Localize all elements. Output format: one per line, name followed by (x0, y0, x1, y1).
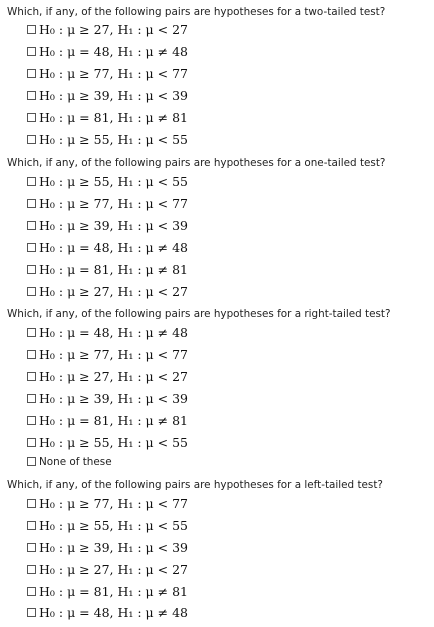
question-prompt: Which, if any, of the following pairs are hypotheses for a two-tailed test? (7, 6, 386, 18)
option-checkbox-item[interactable] (27, 583, 188, 600)
option-checkbox-item[interactable] (27, 43, 188, 60)
option-label: H₀ : μ ≥ 39, H₁ : μ < 39 (39, 88, 188, 103)
checkbox-icon[interactable] (27, 543, 36, 552)
option-label: H₀ : μ = 48, H₁ : μ ≠ 48 (39, 325, 188, 340)
checkbox-icon[interactable] (27, 394, 36, 403)
checkbox-icon[interactable] (27, 521, 36, 530)
checkbox-icon[interactable] (27, 438, 36, 447)
question-prompt: Which, if any, of the following pairs are hypotheses for a one-tailed test? (7, 157, 386, 169)
option-checkbox-item[interactable] (27, 21, 188, 38)
option-label: H₀ : μ = 48, H₁ : μ ≠ 48 (39, 605, 188, 620)
question-prompt: Which, if any, of the following pairs are hypotheses for a left-tailed test? (7, 479, 383, 491)
option-checkbox-item[interactable] (27, 217, 188, 234)
option-checkbox-item[interactable] (27, 65, 188, 82)
checkbox-icon[interactable] (27, 457, 36, 466)
option-label: H₀ : μ ≥ 77, H₁ : μ < 77 (39, 347, 188, 362)
option-checkbox-item[interactable] (27, 346, 188, 363)
option-label: H₀ : μ ≥ 77, H₁ : μ < 77 (39, 196, 188, 211)
checkbox-icon[interactable] (27, 177, 36, 186)
option-label: H₀ : μ ≥ 27, H₁ : μ < 27 (39, 369, 188, 384)
checkbox-icon[interactable] (27, 499, 36, 508)
checkbox-icon[interactable] (27, 25, 36, 34)
option-label: H₀ : μ = 48, H₁ : μ ≠ 48 (39, 240, 188, 255)
option-checkbox-item[interactable] (27, 324, 188, 341)
checkbox-icon[interactable] (27, 243, 36, 252)
option-label: H₀ : μ ≥ 39, H₁ : μ < 39 (39, 540, 188, 555)
option-checkbox-item[interactable] (27, 131, 188, 148)
checkbox-icon[interactable] (27, 199, 36, 208)
option-checkbox-item[interactable] (27, 283, 188, 300)
option-checkbox-item[interactable] (27, 517, 188, 534)
question-prompt: Which, if any, of the following pairs are hypotheses for a right-tailed test? (7, 308, 391, 320)
option-label: H₀ : μ ≥ 39, H₁ : μ < 39 (39, 218, 188, 233)
checkbox-icon[interactable] (27, 608, 36, 617)
option-label: H₀ : μ ≥ 55, H₁ : μ < 55 (39, 174, 188, 189)
option-checkbox-item[interactable] (27, 261, 188, 278)
option-checkbox-item[interactable] (27, 539, 188, 556)
checkbox-icon[interactable] (27, 328, 36, 337)
option-none-of-these[interactable] (27, 453, 112, 470)
option-checkbox-item[interactable] (27, 604, 188, 621)
option-checkbox-item[interactable] (27, 390, 188, 407)
checkbox-icon[interactable] (27, 265, 36, 274)
option-checkbox-item[interactable] (27, 561, 188, 578)
option-label: H₀ : μ = 48, H₁ : μ ≠ 48 (39, 44, 188, 59)
option-label: H₀ : μ ≥ 27, H₁ : μ < 27 (39, 22, 188, 37)
option-checkbox-item[interactable] (27, 173, 188, 190)
option-label: H₀ : μ = 81, H₁ : μ ≠ 81 (39, 413, 188, 428)
option-label: H₀ : μ ≥ 77, H₁ : μ < 77 (39, 66, 188, 81)
checkbox-icon[interactable] (27, 287, 36, 296)
option-checkbox-item[interactable] (27, 109, 188, 126)
option-label: None of these (39, 455, 112, 468)
checkbox-icon[interactable] (27, 372, 36, 381)
option-label: H₀ : μ ≥ 39, H₁ : μ < 39 (39, 391, 188, 406)
checkbox-icon[interactable] (27, 416, 36, 425)
option-checkbox-item[interactable] (27, 239, 188, 256)
checkbox-icon[interactable] (27, 587, 36, 596)
option-checkbox-item[interactable] (27, 87, 188, 104)
option-label: H₀ : μ ≥ 27, H₁ : μ < 27 (39, 284, 188, 299)
option-label: H₀ : μ ≥ 55, H₁ : μ < 55 (39, 132, 188, 147)
checkbox-icon[interactable] (27, 47, 36, 56)
option-checkbox-item[interactable] (27, 412, 188, 429)
checkbox-icon[interactable] (27, 221, 36, 230)
option-checkbox-item[interactable] (27, 495, 188, 512)
checkbox-icon[interactable] (27, 565, 36, 574)
checkbox-icon[interactable] (27, 91, 36, 100)
checkbox-icon[interactable] (27, 135, 36, 144)
option-label: H₀ : μ ≥ 55, H₁ : μ < 55 (39, 518, 188, 533)
option-label: H₀ : μ ≥ 55, H₁ : μ < 55 (39, 435, 188, 450)
option-checkbox-item[interactable] (27, 434, 188, 451)
option-checkbox-item[interactable] (27, 368, 188, 385)
checkbox-icon[interactable] (27, 113, 36, 122)
option-label: H₀ : μ = 81, H₁ : μ ≠ 81 (39, 584, 188, 599)
option-label: H₀ : μ ≥ 77, H₁ : μ < 77 (39, 496, 188, 511)
option-checkbox-item[interactable] (27, 195, 188, 212)
option-label: H₀ : μ = 81, H₁ : μ ≠ 81 (39, 110, 188, 125)
checkbox-icon[interactable] (27, 69, 36, 78)
option-label: H₀ : μ ≥ 27, H₁ : μ < 27 (39, 562, 188, 577)
option-label: H₀ : μ = 81, H₁ : μ ≠ 81 (39, 262, 188, 277)
checkbox-icon[interactable] (27, 350, 36, 359)
